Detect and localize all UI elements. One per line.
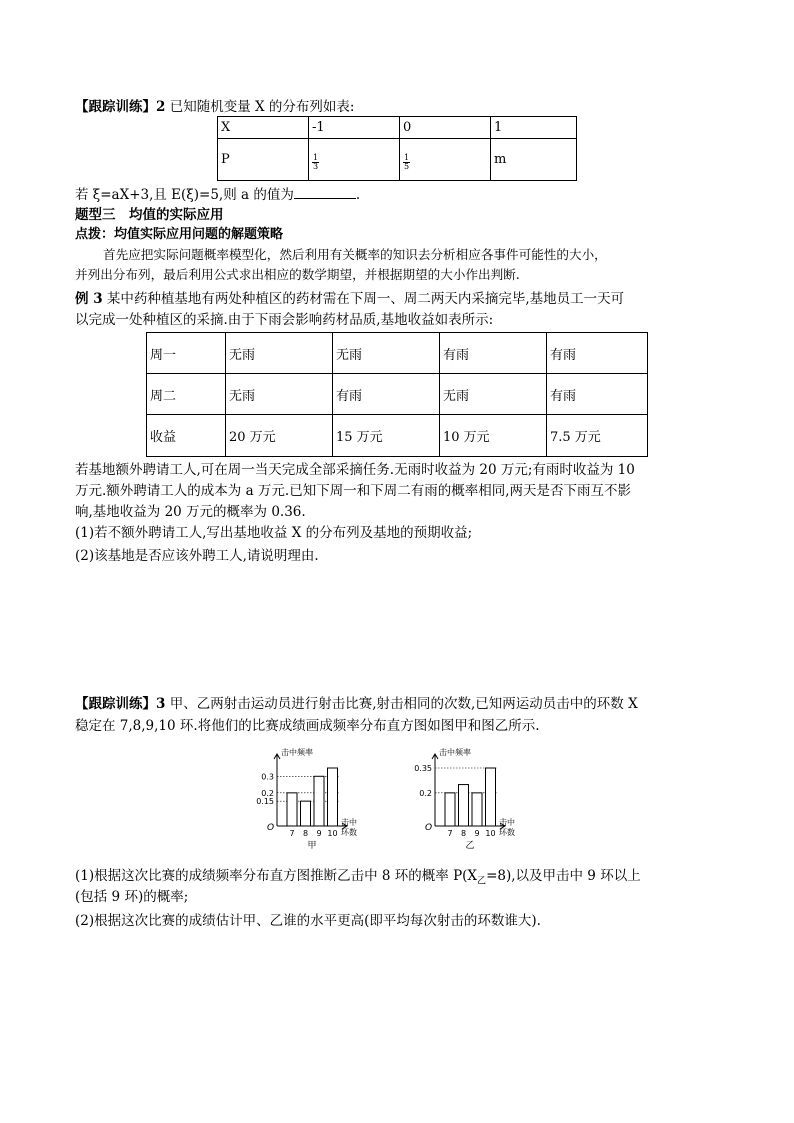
ex3-cell: 有雨 xyxy=(440,333,547,374)
t2-frac-cell xyxy=(309,139,400,181)
ex3-cell: 有雨 xyxy=(333,374,440,415)
t2-cell: m xyxy=(491,139,577,181)
origin-label: O xyxy=(267,823,275,833)
ex3-cell: 周二 xyxy=(147,374,226,415)
ex3-cell: 收益 xyxy=(147,415,226,457)
t2-frac-cell xyxy=(400,139,491,181)
histogram-bar xyxy=(486,768,496,826)
y-tick-label: 0.3 xyxy=(261,772,274,782)
ex3-text: 某中药种植基地有两处种植区的药材需在下周一、周二两天内采摘完毕,基地员工一天可 xyxy=(106,291,625,307)
t3-text: 甲、乙两射击运动员进行射击比赛,射击相同的次数,已知两运动员击中的环数 X xyxy=(169,696,638,712)
t3-question-2: (2)根据这次比赛的成绩估计甲、乙谁的水平更高(即平均每次射击的环数谁大). xyxy=(75,913,541,929)
t3-q1-text: (1)根据这次比赛的成绩频率分布直方图推断乙击中 8 环的概率 P(X xyxy=(75,868,478,884)
ex3-question-1: (1)若不额外聘请工人,写出基地收益 X 的分布列及基地的预期收益; xyxy=(75,525,473,541)
t2-heading xyxy=(75,98,354,116)
x-tick-label: 7 xyxy=(289,829,295,838)
section3-tip-line: 首先应把实际问题概率模型化，然后利用有关概率的知识去分析相应各事件可能性的大小， xyxy=(103,247,607,262)
t2-cell: -1 xyxy=(309,117,400,139)
histogram-bar xyxy=(445,793,455,826)
y-tick-label: 0.35 xyxy=(414,764,432,773)
t2-question xyxy=(75,186,360,204)
y-axis-label: 击中频率 xyxy=(281,748,313,757)
t3-tag: 【跟踪训练】3 xyxy=(75,696,166,712)
ex3-cell: 15 万元 xyxy=(333,415,440,457)
ex3-cell: 无雨 xyxy=(333,333,440,374)
t2-tag: 【跟踪训练】2 xyxy=(75,99,166,115)
ex3-paragraph: 若基地额外聘请工人,可在周一当天完成全部采摘任务.无雨时收益为 20 万元;有雨时收益为 10 xyxy=(75,462,635,478)
y-tick-label: 0.2 xyxy=(261,788,274,798)
x-axis-label: 环数 xyxy=(499,828,515,837)
ex3-income-table xyxy=(146,332,648,457)
fraction: $\frac{1}{5}$ xyxy=(404,152,410,171)
ex3-paragraph: 响,基地收益为 20 万元的概率为 0.36. xyxy=(75,504,306,520)
ex3-cell: 20 万元 xyxy=(226,415,333,457)
x-tick-label: 9 xyxy=(474,829,480,838)
t3-line: 稳定在 7,8,9,10 环.将他们的比赛成绩画成频率分布直方图如图甲和图乙所示. xyxy=(75,718,540,734)
ex3-cell: 无雨 xyxy=(440,374,547,415)
t2-question-end: . xyxy=(355,187,361,203)
ex3-cell: 无雨 xyxy=(226,374,333,415)
t2-cell: X xyxy=(218,117,309,139)
x-tick-label: 10 xyxy=(485,829,496,838)
histogram-bar xyxy=(328,768,338,826)
section3-tip-line: 并列出分布列，最后利用公式求出相应的数学期望，并根据期望的大小作出判断. xyxy=(75,267,520,282)
t3-question-1-cont: (包括 9 环)的概率; xyxy=(75,889,189,905)
x-tick-label: 10 xyxy=(327,829,338,838)
section3-tip-title: 点拨：均值实际应用问题的解题策略 xyxy=(75,227,284,242)
t3-heading xyxy=(75,695,638,713)
section3-title: 题型三 均值的实际应用 xyxy=(75,207,224,223)
ex3-cell: 无雨 xyxy=(226,333,333,374)
x-tick-label: 8 xyxy=(302,829,309,838)
ex3-cell: 周一 xyxy=(147,333,226,374)
histogram-bar xyxy=(459,785,469,826)
answer-blank xyxy=(294,186,356,199)
histogram-chart-yi xyxy=(408,740,548,850)
t2-question-text: 若 ξ=aX+3,且 E(ξ)=5,则 a 的值为 xyxy=(75,187,294,203)
t2-cell: 1 xyxy=(491,117,577,139)
histogram-bar xyxy=(314,776,324,826)
ex3-cell: 有雨 xyxy=(547,333,648,374)
t2-cell: P xyxy=(218,139,309,181)
ex3-cell: 有雨 xyxy=(547,374,648,415)
x-tick-label: 7 xyxy=(447,829,453,838)
x-axis-label: 环数 xyxy=(341,828,357,837)
y-axis-label: 击中频率 xyxy=(439,748,471,757)
chart-title: 甲 xyxy=(307,841,317,850)
histogram-bar xyxy=(301,801,311,826)
origin-label: O xyxy=(425,823,433,833)
x-tick-label: 9 xyxy=(316,829,322,838)
t2-distribution-table xyxy=(217,116,577,181)
ex3-cell: 7.5 万元 xyxy=(547,415,648,457)
x-axis-label: 击中 xyxy=(499,818,515,827)
x-axis-label: 击中 xyxy=(341,818,357,827)
ex3-line xyxy=(75,290,624,308)
ex3-paragraph: 万元.额外聘请工人的成本为 a 万元.已知下周一和下周二有雨的概率相同,两天是否下雨互不影 xyxy=(75,483,632,499)
ex3-cell: 10 万元 xyxy=(440,415,547,457)
t3-q1-subscript: 乙 xyxy=(477,876,487,887)
t2-intro: 已知随机变量 X 的分布列如表: xyxy=(169,99,355,115)
y-tick-label: 0.15 xyxy=(256,797,274,807)
ex3-tag: 例 3 xyxy=(75,291,103,307)
fraction: $\frac{1}{3}$ xyxy=(313,152,319,171)
histogram-bar xyxy=(472,793,482,826)
ex3-question-2: (2)该基地是否应该外聘工人,请说明理由. xyxy=(75,548,319,564)
x-tick-label: 8 xyxy=(460,829,467,838)
t2-cell: 0 xyxy=(400,117,491,139)
y-tick-label: 0.2 xyxy=(419,788,432,798)
ex3-line: 以完成一处种植区的采摘.由于下雨会影响药材品质,基地收益如表所示: xyxy=(75,312,494,328)
t3-q1-text-b: =8),以及甲击中 9 环以上 xyxy=(486,868,641,884)
histogram-chart-jia xyxy=(250,740,370,850)
histogram-bar xyxy=(287,793,297,826)
chart-title: 乙 xyxy=(465,841,475,850)
